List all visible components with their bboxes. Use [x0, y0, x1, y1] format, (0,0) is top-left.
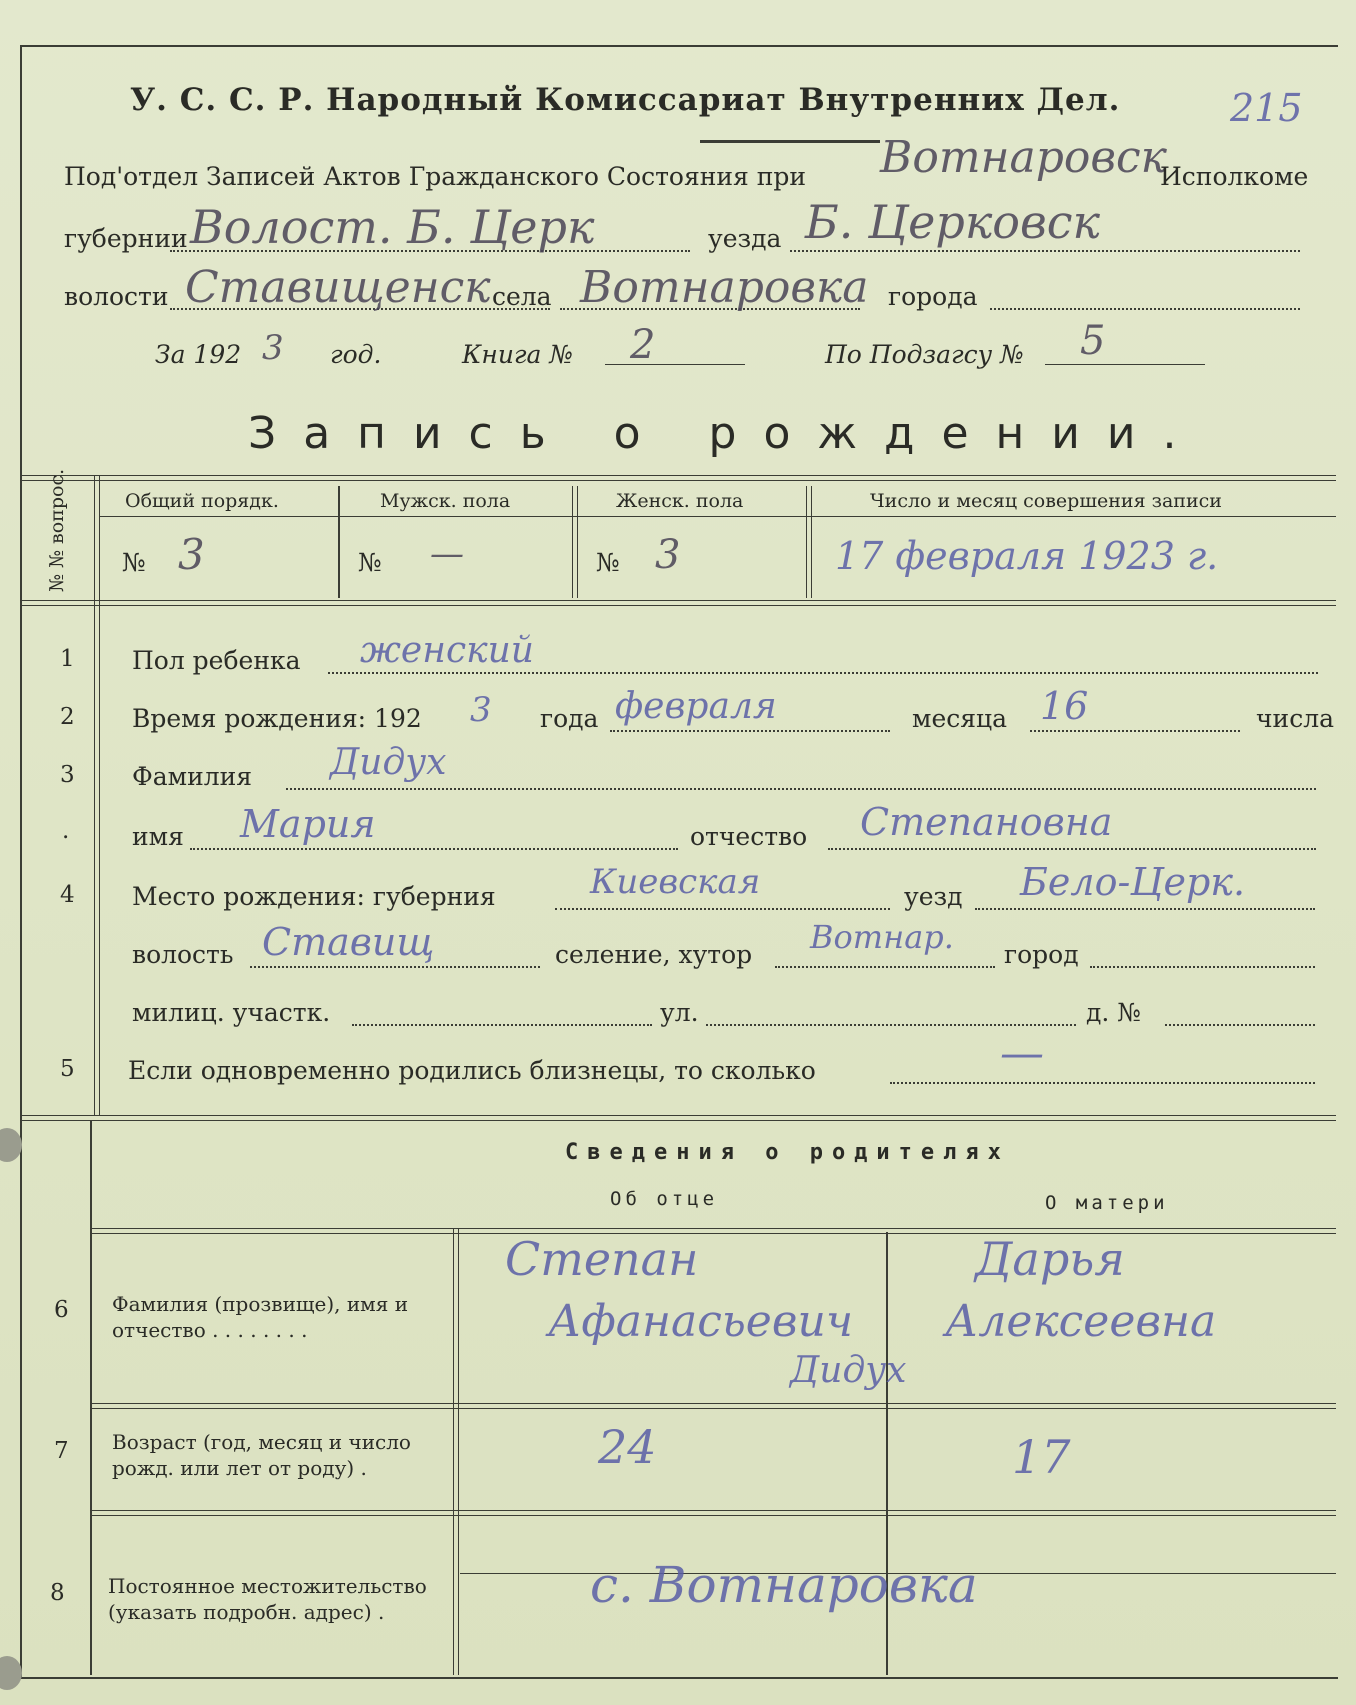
- reg-male-value: —: [430, 534, 464, 574]
- uezd-line: [790, 250, 1300, 252]
- year-suffix: год.: [330, 340, 382, 369]
- ministry-title: У. С. С. Р. Народный Комиссариат Внутренних Дел.: [130, 82, 1121, 118]
- city-label: город: [1004, 940, 1079, 969]
- twins-line: [890, 1082, 1315, 1084]
- surname-value: Дидух: [330, 742, 447, 783]
- ispolkom-label: Исполкоме: [1160, 162, 1309, 191]
- parents-row-line-1: [92, 1403, 1336, 1409]
- settlement-line: [775, 966, 995, 968]
- subrecord-value: 5: [1080, 318, 1106, 364]
- birthplace-gubernia-value: Киевская: [590, 862, 761, 902]
- twins-value: —: [1000, 1028, 1044, 1079]
- subrecord-label: По Подзагсу №: [825, 340, 1024, 369]
- parents-heading: Сведения о родителях: [565, 1140, 1010, 1165]
- patronymic-value: Степановна: [860, 800, 1113, 844]
- uezd-label: уезда: [708, 224, 782, 253]
- book-value: 2: [630, 322, 656, 368]
- subrecord-line: [1045, 364, 1205, 365]
- street-label: ул.: [660, 998, 699, 1027]
- birthplace-volost-label: волость: [132, 940, 234, 969]
- year-word: года: [540, 704, 599, 733]
- father-heading: Об отце: [610, 1188, 719, 1210]
- q4-number: 4: [60, 882, 75, 908]
- title-underline: [700, 140, 880, 143]
- house-label: д. №: [1086, 998, 1141, 1027]
- reg-general-value: 3: [178, 530, 205, 579]
- patronymic-label: отчество: [690, 822, 808, 851]
- reg-col-record-date: Число и месяц совершения записи: [870, 490, 1222, 512]
- subdept-label: Под'отдел Записей Актов Гражданского Состояния при: [64, 162, 807, 191]
- q6-number: 6: [54, 1297, 69, 1323]
- mother-heading: О матери: [1045, 1192, 1169, 1214]
- day-word: числа: [1256, 704, 1334, 733]
- reg-female-prefix: №: [596, 548, 620, 577]
- house-line: [1165, 1024, 1315, 1026]
- birth-time-label: Время рождения: 192: [132, 704, 422, 733]
- parents-row-line-2: [92, 1510, 1336, 1516]
- punch-hole-bottom: [0, 1656, 22, 1690]
- birthplace-volost-value: Ставищ: [262, 920, 435, 964]
- question-number-heading: № № вопрос.: [46, 468, 68, 592]
- reg-col-female: Женск. пола: [616, 490, 744, 512]
- q5-number: 5: [60, 1056, 75, 1082]
- reg-col-divider-1: [338, 486, 340, 598]
- residence-label-line2: (указать подробн. адрес) .: [108, 1600, 385, 1624]
- child-section-divider: [94, 605, 100, 1115]
- birth-year-value: 3: [470, 690, 492, 730]
- fio-label-line2: отчество . . . . . . . .: [112, 1318, 308, 1342]
- fio-label-line1: Фамилия (прозвище), имя и: [112, 1292, 409, 1316]
- form-title: Запись о рождении.: [248, 408, 1204, 459]
- corner-mark: 215: [1230, 86, 1303, 130]
- parents-table-top-line: [92, 1228, 1336, 1234]
- birthplace-uezd-label: уезд: [904, 882, 963, 911]
- book-label: Книга №: [462, 340, 574, 369]
- birth-day-line: [1030, 730, 1240, 732]
- birthplace-gubernia-line: [555, 908, 890, 910]
- surname-line: [286, 788, 1316, 790]
- father-fio-line2: Афанасьевич: [548, 1296, 854, 1347]
- birth-month-line: [610, 730, 890, 732]
- reg-record-date-value: 17 февраля 1923 г.: [835, 534, 1219, 578]
- selo-value: Вотнаровка: [580, 262, 869, 313]
- father-fio-line3: Дидух: [790, 1350, 907, 1391]
- q3b-number: .: [62, 818, 70, 844]
- q2-number: 2: [60, 704, 75, 730]
- birth-day-value: 16: [1040, 684, 1089, 728]
- residence-value: с. Вотнаровка: [590, 1556, 978, 1614]
- reg-female-value: 3: [655, 532, 681, 578]
- punch-hole-top: [0, 1128, 22, 1162]
- sex-line: [328, 672, 1318, 674]
- q8-number: 8: [50, 1580, 65, 1606]
- volost-value: Ставищенск: [185, 262, 491, 313]
- name-label: имя: [132, 822, 184, 851]
- name-value: Мария: [240, 802, 376, 846]
- reg-col-divider-3: [806, 486, 812, 598]
- residence-label-line1: Постоянное местожительство: [108, 1574, 427, 1598]
- reg-col-divider-0: [94, 475, 100, 605]
- parents-section-divider: [90, 1120, 92, 1675]
- reg-male-prefix: №: [358, 548, 382, 577]
- mother-fio-line1: Дарья: [975, 1232, 1125, 1286]
- sex-value: женский: [360, 630, 534, 671]
- settlement-label: селение, хутор: [555, 940, 753, 969]
- reg-col-divider-2: [572, 486, 578, 598]
- birth-month-value: февраля: [615, 686, 777, 727]
- age-label-line2: рожд. или лет от роду) .: [112, 1456, 367, 1480]
- reg-col-general: Общий порядк.: [125, 490, 279, 512]
- reg-table-top-line: [22, 475, 1336, 481]
- volost-label: волости: [64, 282, 169, 311]
- subdept-value: Вотнаровск: [880, 132, 1167, 183]
- child-section-bottom-line: [22, 1115, 1336, 1121]
- q1-number: 1: [60, 646, 75, 672]
- mother-fio-line2: Алексеевна: [945, 1296, 1217, 1347]
- month-word: месяца: [912, 704, 1007, 733]
- parents-col-divider-1: [453, 1228, 459, 1675]
- gubernia-label: губернии: [64, 224, 188, 253]
- surname-label: Фамилия: [132, 762, 253, 791]
- reg-general-prefix: №: [122, 548, 146, 577]
- birthplace-label: Место рождения: губерния: [132, 882, 496, 911]
- book-line: [605, 364, 745, 365]
- mother-age: 17: [1012, 1430, 1071, 1484]
- gorod-line: [990, 308, 1300, 310]
- militia-line: [352, 1024, 652, 1026]
- sex-label: Пол ребенка: [132, 646, 301, 675]
- q7-number: 7: [54, 1438, 69, 1464]
- birthplace-uezd-line: [975, 908, 1315, 910]
- name-line: [190, 848, 678, 850]
- patronymic-line: [828, 848, 1316, 850]
- street-line: [706, 1024, 1076, 1026]
- twins-label: Если одновременно родились близнецы, то сколько: [128, 1056, 816, 1085]
- militia-label: милиц. участк.: [132, 998, 331, 1027]
- father-age: 24: [598, 1420, 657, 1474]
- q3-number: 3: [60, 762, 75, 788]
- reg-col-male: Мужск. пола: [380, 490, 511, 512]
- father-fio-line1: Степан: [505, 1232, 699, 1286]
- settlement-value: Вотнар.: [810, 918, 954, 956]
- year-value: 3: [262, 328, 284, 368]
- year-label: За 192: [155, 340, 242, 369]
- reg-table-bottom-line: [22, 600, 1336, 606]
- selo-label: села: [492, 282, 552, 311]
- reg-header-line: [100, 516, 1336, 517]
- birthplace-uezd-value: Бело-Церк.: [1020, 860, 1246, 904]
- age-label-line1: Возраст (год, месяц и число: [112, 1430, 411, 1454]
- gorod-label: города: [888, 282, 978, 311]
- city-line: [1090, 966, 1315, 968]
- birthplace-volost-line: [250, 966, 540, 968]
- uezd-value: Б. Церковск: [805, 195, 1101, 249]
- gubernia-value: Волост. Б. Церк: [190, 200, 595, 254]
